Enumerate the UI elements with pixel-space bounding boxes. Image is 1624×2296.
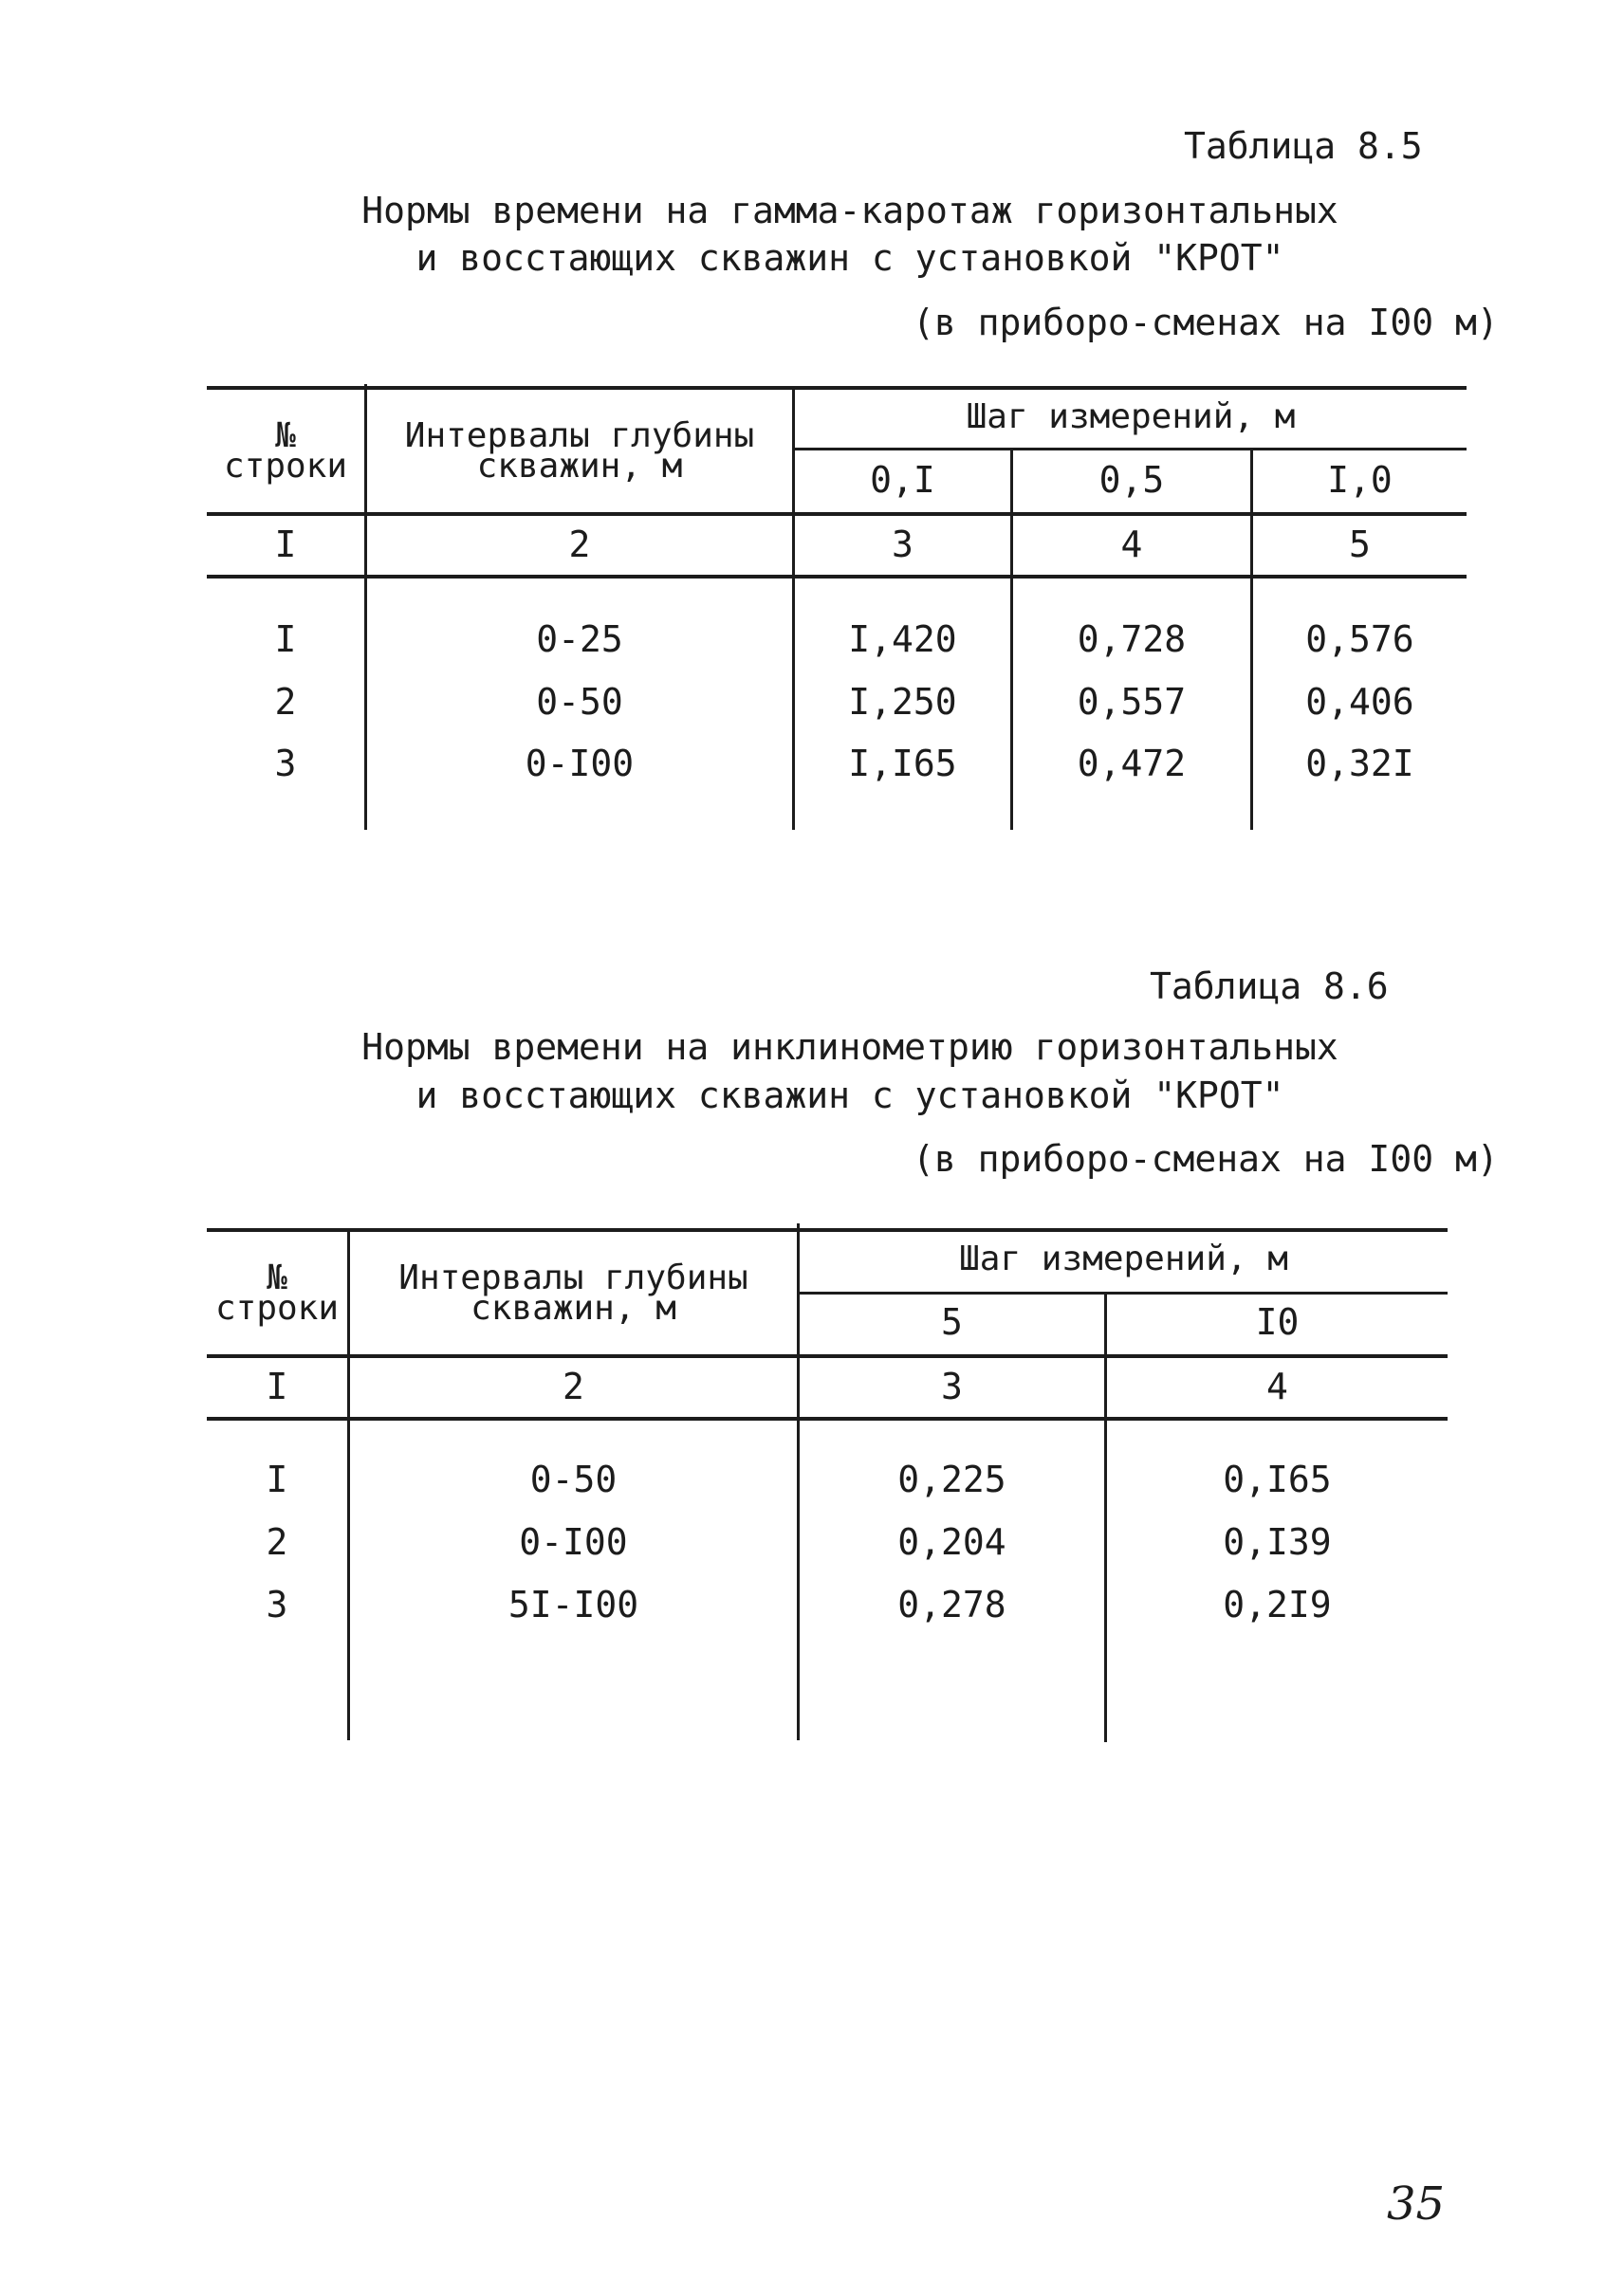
table1-row1-interval: 0-25 [536,618,623,660]
table1-row1-no: I [274,618,297,660]
table1-hdr-interval-line1: Интервалы глубины [404,416,755,455]
table2-hdr-step-2: I0 [1255,1301,1300,1343]
table1-label: Таблица 8.5 [1184,125,1423,167]
table1-hdr-step-group: Шаг измерений, м [966,397,1296,436]
table1-colnum-1: I [274,523,297,565]
table2-colnum-1: I [266,1366,288,1407]
table2-hdr-interval-line1: Интервалы глубины [398,1258,748,1297]
table2-row2-interval: 0-I00 [519,1521,628,1563]
table1-row1-v1: I,420 [848,618,957,660]
table1-colnum-5: 5 [1349,523,1371,565]
table1-hdr-step-3: I,0 [1327,459,1393,501]
table1-row3-v2: 0,472 [1077,743,1187,784]
table1-row2-v3: 0,406 [1305,681,1414,723]
table2-title-line1: Нормы времени на инклинометрию горизонтальных [361,1026,1338,1068]
table1-unit: (в приборо-сменах на I00 м) [913,302,1499,343]
table2-row1-no: I [266,1459,288,1500]
table1-step-rule [792,448,1467,450]
table2-hdr-row-label: строки [214,1289,340,1328]
table2-row1-interval: 0-50 [529,1459,618,1500]
table2-row2-v2: 0,I39 [1223,1521,1332,1563]
table2-row2-v1: 0,204 [897,1521,1006,1563]
table2-header-rule [207,1354,1448,1358]
table2-hdr-interval-line2: скважин, м [471,1289,676,1328]
table1-row3-no: 3 [274,743,297,784]
table2-unit: (в приборо-сменах на I00 м) [913,1138,1499,1180]
table2-vrule-3 [1104,1292,1107,1742]
table2-row3-v2: 0,2I9 [1223,1584,1332,1626]
table2-row1-v2: 0,I65 [1223,1459,1332,1500]
table2-row2-no: 2 [266,1521,288,1563]
table1-row2-interval: 0-50 [536,681,623,723]
table1-row3-interval: 0-I00 [525,743,635,784]
table1-colnum-3: 3 [892,523,914,565]
table2-row3-v1: 0,278 [897,1584,1006,1626]
table1-row1-v2: 0,728 [1077,618,1187,660]
table1-row3-v3: 0,32I [1305,743,1414,784]
page-number: 35 [1387,2177,1446,2231]
table1-row2-v2: 0,557 [1077,681,1187,723]
table2-row3-no: 3 [266,1584,288,1626]
table1-title-line1: Нормы времени на гамма-каротаж горизонтальных [361,190,1338,231]
table2-title-line2: и восстающих скважин с установкой "КРОТ" [415,1075,1284,1116]
table2-step-rule [799,1292,1448,1295]
table1-row1-v3: 0,576 [1305,618,1414,660]
table2-top-rule [207,1228,1448,1232]
table1-hdr-step-1: 0,I [870,459,935,501]
table1-row2-no: 2 [274,681,297,723]
table1-hdr-row-label: строки [223,447,348,486]
table2-row1-v1: 0,225 [897,1459,1006,1500]
table2-colnum-4: 4 [1266,1366,1288,1407]
table1-hdr-step-2: 0,5 [1098,459,1165,501]
table2-row3-interval: 5I-I00 [508,1584,639,1626]
table2-hdr-no-symbol: № [267,1258,287,1297]
table2-colnum-rule [207,1417,1448,1421]
table1-top-rule [207,386,1467,390]
table1-colnum-2: 2 [568,523,591,565]
table2-colnum-2: 2 [563,1366,584,1407]
table1-row3-v1: I,I65 [848,743,957,784]
table1-colnum-4: 4 [1120,523,1143,565]
table1-colnum-rule [207,575,1467,579]
table1-row2-v1: I,250 [848,681,957,723]
table2-hdr-step-1: 5 [941,1301,963,1343]
table1-hdr-no-symbol: № [275,416,296,455]
table1-header-rule [207,512,1467,516]
table2-colnum-3: 3 [941,1366,963,1407]
table1-hdr-interval-line2: скважин, м [476,447,683,486]
table2-label: Таблица 8.6 [1150,965,1389,1007]
table2-hdr-step-group: Шаг измерений, м [959,1240,1288,1278]
table1-title-line2: и восстающих скважин с установкой "КРОТ" [415,237,1284,279]
